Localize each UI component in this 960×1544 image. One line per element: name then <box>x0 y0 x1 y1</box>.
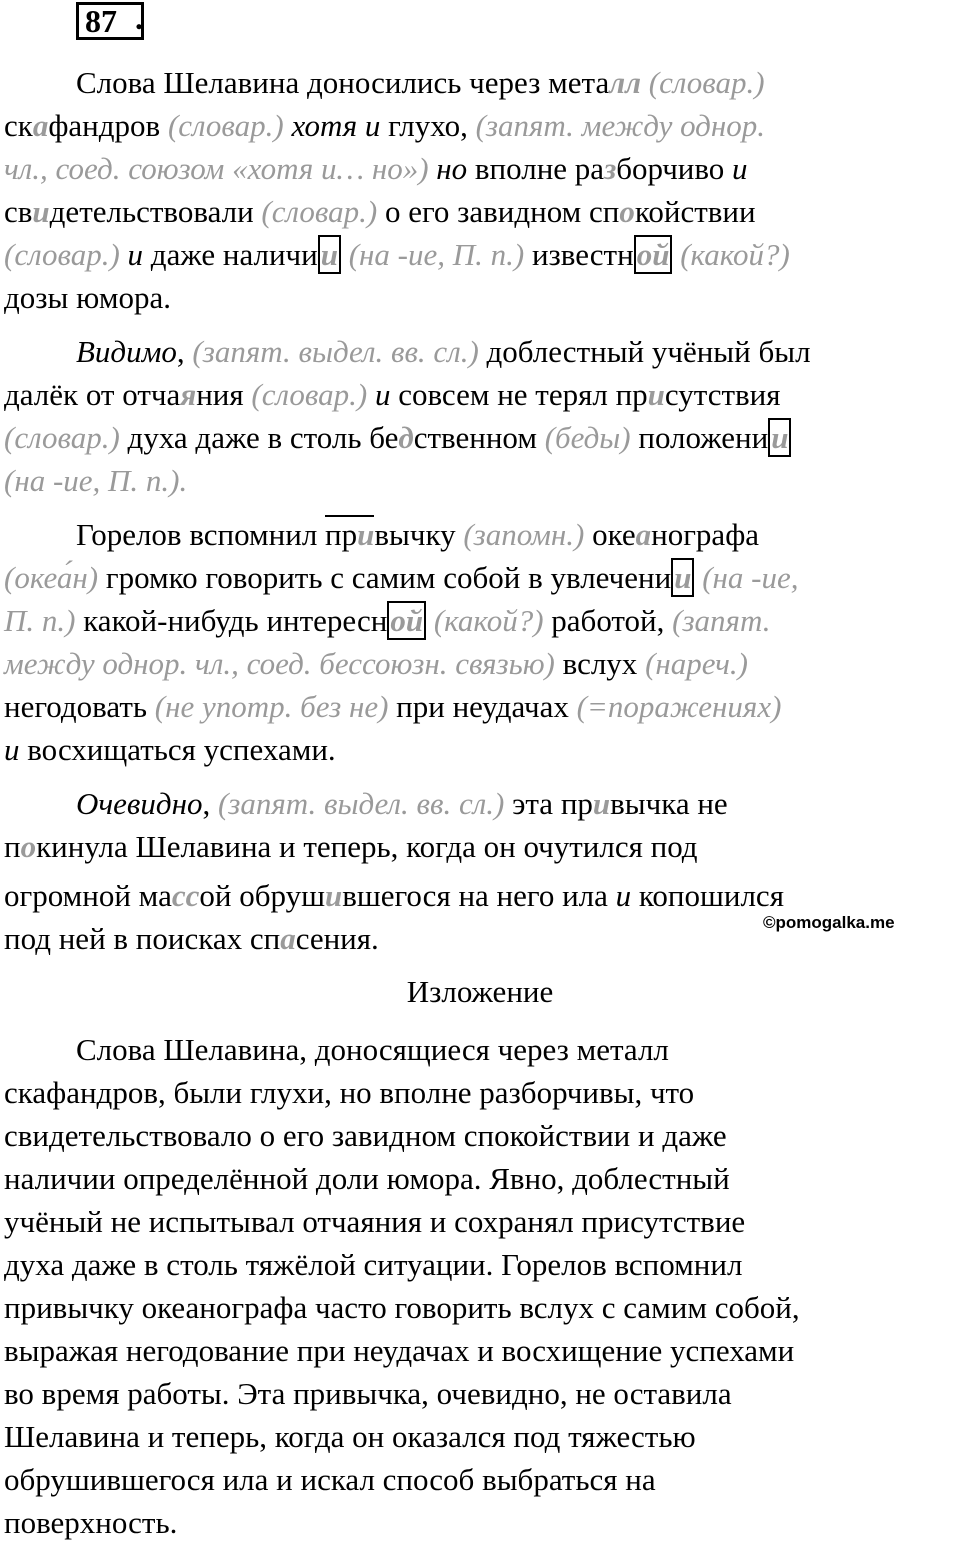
composition-title: Изложение <box>406 974 554 1009</box>
exercise-number-box <box>76 2 144 40</box>
p1-line-3: чл., соед. союзом «хотя и… но») но вполне разборчиво и <box>4 151 748 186</box>
p3-line-1: Горелов вспомнил привычку (запомн.) океанографа <box>76 517 760 552</box>
composition-line: скафандров, были глухи, но вполне разборчивы, что <box>4 1075 695 1110</box>
p1-line-6: дозы юмора. <box>4 280 171 315</box>
composition-line: духа даже в столь тяжёлой ситуации. Горелов вспомнил <box>4 1247 743 1282</box>
exercise-number: 87 <box>85 3 117 39</box>
p4-line-4: под ней в поисках спасения. <box>4 921 379 956</box>
p4-line-1: Очевидно, (запят. выдел. вв. сл.) эта привычка не <box>76 786 728 821</box>
composition-line: поверхность. <box>4 1505 178 1540</box>
p2-line-4: (на -ие, П. п.). <box>4 463 188 498</box>
composition-line: привычку океанографа часто говорить вслух с самим собой, <box>4 1290 800 1325</box>
p3-line-2: (океа́н) громко говорить с самим собой в увлечении (на -ие, <box>4 560 799 595</box>
p3-line-5: негодовать (не употр. без не) при неудачах (=поражениях) <box>4 689 782 724</box>
p3-line-4: между однор. чл., соед. бессоюзн. связью) вслух (нареч.) <box>4 646 748 681</box>
p2-line-2: далёк от отчаяния (словар.) и совсем не терял присутствия <box>4 377 781 412</box>
p4-line-3: огромной массой обрушившегося на него ила и копошился <box>4 878 784 913</box>
composition-line: выражая негодование при неудачах и восхищение успехами <box>4 1333 795 1368</box>
composition-line: во время работы. Эта привычка, очевидно, не оставила <box>4 1376 732 1411</box>
exercise-number-dot: . <box>135 0 143 36</box>
p3-line-3: П. п.) какой-нибудь интересной (какой?) работой, (запят. <box>4 603 771 638</box>
composition-line: Шелавина и теперь, когда он оказался под тяжестью <box>4 1419 696 1454</box>
p4-line-2: покинула Шелавина и теперь, когда он очутился под <box>4 829 698 864</box>
composition-line: Слова Шелавина, доносящиеся через металл <box>76 1032 669 1067</box>
composition-line: учёный не испытывал отчаяния и сохранял присутствие <box>4 1204 746 1239</box>
p3-line-6: и восхищаться успехами. <box>4 732 336 767</box>
p2-line-3: (словар.) духа даже в столь бедственном (беды) положении <box>4 416 791 459</box>
composition-line: наличии определённой доли юмора. Явно, доблестный <box>4 1161 730 1196</box>
p2-line-1: Видимо, (запят. выдел. вв. сл.) доблестный учёный был <box>76 334 811 369</box>
p1-line-2: скафандров (словар.) хотя и глухо, (запят. между однор. <box>4 108 765 143</box>
watermark: ©pomogalka.me <box>763 913 895 932</box>
p1-line-5: (словар.) и даже наличии (на -ие, П. п.) известной (какой?) <box>4 237 790 272</box>
composition-line: свидетельствовало о его завидном спокойствии и даже <box>4 1118 727 1153</box>
composition-line: обрушившегося ила и искал способ выбраться на <box>4 1462 656 1497</box>
p1-line-4: свидетельствовали (словар.) о его завидном спокойствии <box>4 194 756 229</box>
p1-line-1: Слова Шелавина доносились через металл (словар.) <box>76 65 765 100</box>
